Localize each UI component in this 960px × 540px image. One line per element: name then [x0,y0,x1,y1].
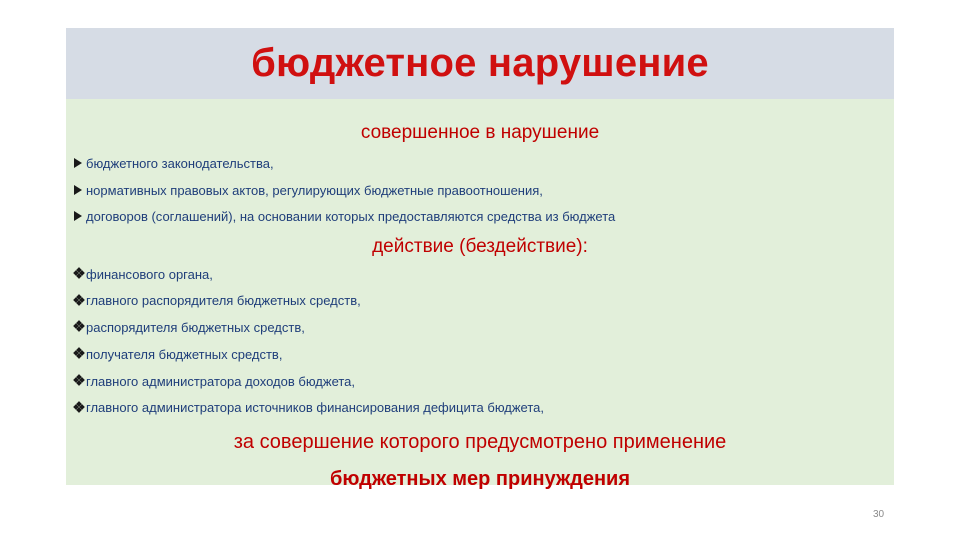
conclusion-line-1: за совершение которого предусмотрено применение [233,431,727,454]
list-item-text: получателя бюджетных средств, [86,346,283,362]
arrow-bullet-icon [74,185,82,195]
conclusion-line-2: бюджетных мер принуждения [329,468,631,491]
list-item-text: главного администратора доходов бюджета, [86,373,356,389]
title-bar [66,28,894,99]
diamond-bullet-icon [74,268,84,278]
list-item [74,342,894,369]
list-item-text: договоров (соглашений), на основании которых предоставляются средства из бюджета [86,209,616,224]
list-item-text: главного администратора источников финансирования дефицита бюджета, [86,400,545,416]
content-panel [66,99,894,491]
list-item [74,262,894,289]
list-item [74,369,894,396]
violation-list [66,151,894,231]
subheading-action-inaction: действие (бездействие): [372,235,588,257]
subheading-violation-of: совершенное в нарушение [360,122,600,143]
list-item-text: финансового органа, [86,266,213,282]
diamond-bullet-icon [74,321,84,331]
slide-content-box [66,28,894,491]
slide-title: бюджетное нарушение [251,41,709,85]
diamond-bullet-icon [74,375,84,385]
list-item-text: бюджетного законодательства, [86,156,274,171]
diamond-bullet-icon [74,348,84,358]
page-number: 30 [873,509,885,520]
diamond-bullet-icon [74,402,84,412]
list-item [74,151,894,178]
list-item [74,288,894,315]
list-item-text: главного распорядителя бюджетных средств, [86,293,361,309]
list-item-text: распорядителя бюджетных средств, [86,320,305,336]
list-item-text: нормативных правовых актов, регулирующих бюджетные правоотношения, [86,182,543,198]
actor-list [66,262,894,423]
list-item [74,178,894,205]
arrow-bullet-icon [74,158,82,168]
list-item [74,204,894,231]
diamond-bullet-icon [74,295,84,305]
arrow-bullet-icon [74,211,82,221]
list-item [74,315,894,342]
list-item [74,395,894,422]
